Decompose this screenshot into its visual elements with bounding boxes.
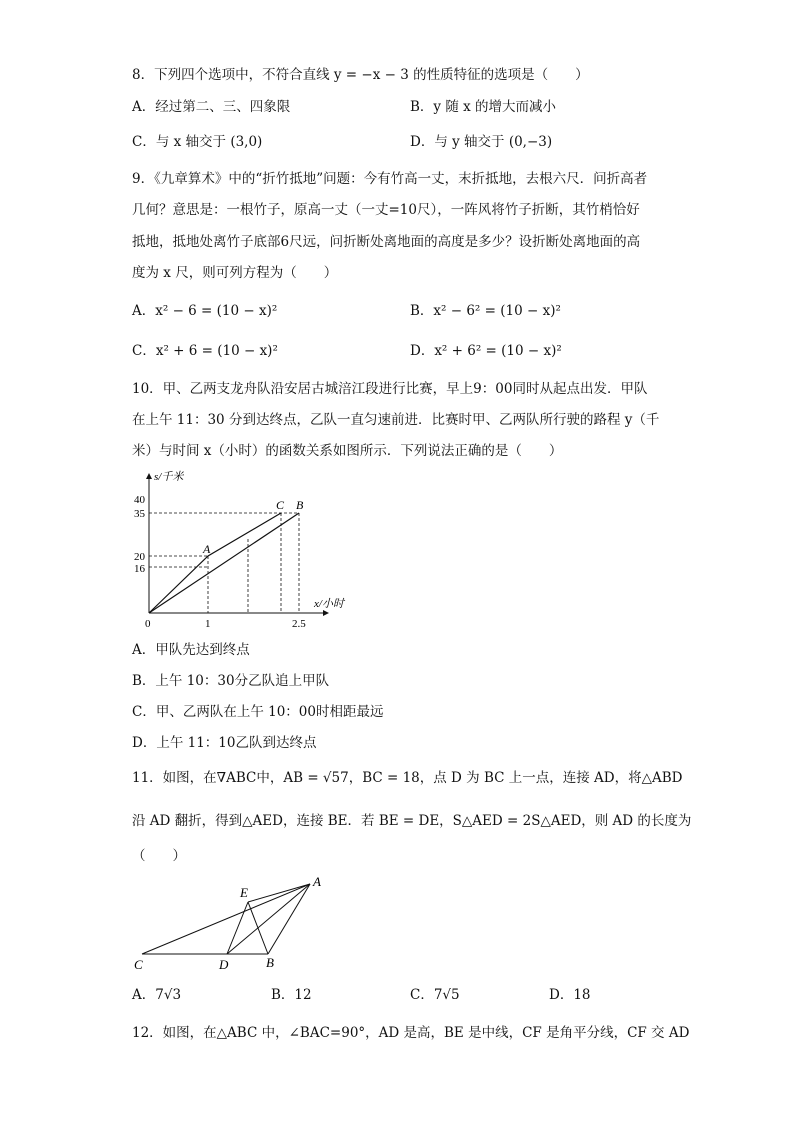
point-a-label: A bbox=[203, 542, 211, 556]
ytick-35: 35 bbox=[134, 508, 145, 520]
vertex-d-label: D bbox=[219, 957, 229, 972]
point-c-label: C bbox=[276, 498, 285, 512]
q9-line-2: 几何？意思是：一根竹子，原高一丈（一丈=10尺），一阵风将竹子折断，其竹梢恰好 bbox=[132, 202, 640, 218]
q10-distance-time-graph bbox=[128, 468, 368, 636]
q8-option-c: C．与 x 轴交于 (3,0) bbox=[132, 134, 263, 150]
xtick-2-5: 2.5 bbox=[292, 618, 306, 630]
q10-line-1: 10．甲、乙两支龙舟队沿安居古城涪江段进行比赛，早上9：00同时从起点出发．甲队 bbox=[132, 381, 648, 397]
q9-option-d: D．x² + 6² = (10 − x)² bbox=[410, 343, 562, 359]
q8-option-a: A．经过第二、三、四象限 bbox=[132, 99, 291, 115]
ytick-16: 16 bbox=[134, 563, 145, 575]
vertex-e-label: E bbox=[240, 885, 248, 900]
q11-option-d: D．18 bbox=[549, 987, 591, 1003]
q9-line-3: 抵地，抵地处离竹子底部6尺远，问折断处离地面的高度是多少？设折断处离地面的高 bbox=[132, 234, 641, 250]
q10-line-3: 米）与时间 x（小时）的函数关系如图所示．下列说法正确的是（ ） bbox=[132, 443, 563, 459]
q11-line-2: 沿 AD 翻折，得到△AED，连接 BE．若 BE = DE，S△AED = 2S△AED，则 AD 的长度为 bbox=[132, 813, 692, 829]
q9-line-1: 9．《九章算术》中的“折竹抵地”问题：今有竹高一丈，末折抵地，去根六尺．问折高者 bbox=[132, 171, 648, 187]
q11-option-b: B．12 bbox=[271, 987, 312, 1003]
ytick-20: 20 bbox=[134, 551, 145, 563]
q10-option-a: A．甲队先达到终点 bbox=[132, 642, 250, 658]
ytick-40: 40 bbox=[134, 494, 145, 506]
segment-eb bbox=[248, 902, 268, 954]
q10-line-2: 在上午 11：30 分到达终点，乙队一直匀速前进．比赛时甲、乙两队所行驶的路程 y（千 bbox=[132, 412, 660, 428]
q8-stem: 8．下列四个选项中，不符合直线 y = −x − 3 的性质特征的选项是（ ） bbox=[132, 67, 589, 83]
q9-option-a: A．x² − 6 = (10 − x)² bbox=[132, 303, 278, 319]
x-axis-label: x/小时 bbox=[314, 598, 344, 610]
y-axis-label: s/千米 bbox=[154, 471, 184, 483]
vertex-c-label: C bbox=[134, 957, 143, 972]
q11-option-a: A．7√3 bbox=[132, 987, 182, 1003]
q9-line-4: 度为 x 尺，则可列方程为（ ） bbox=[132, 265, 338, 281]
q10-option-c: C．甲、乙两队在上午 10：00时相距最远 bbox=[132, 704, 384, 720]
q12-line-1: 12．如图，在△ABC 中，∠BAC=90°，AD 是高，BE 是中线，CF 是角平分线，CF 交 AD bbox=[132, 1025, 690, 1041]
vertex-a-label: A bbox=[313, 874, 321, 889]
q9-option-c: C．x² + 6 = (10 − x)² bbox=[132, 343, 278, 359]
q9-option-b: B．x² − 6² = (10 − x)² bbox=[410, 303, 561, 319]
team-yi-line bbox=[149, 513, 299, 613]
q11-triangle-figure bbox=[130, 872, 340, 974]
segment-ed bbox=[227, 902, 248, 954]
q10-option-d: D．上午 11：10乙队到达终点 bbox=[132, 735, 317, 751]
q8-option-d: D．与 y 轴交于 (0,−3) bbox=[410, 134, 553, 150]
q11-line-3: （ ） bbox=[132, 848, 186, 864]
origin-label: 0 bbox=[145, 618, 151, 630]
vertex-b-label: B bbox=[266, 955, 274, 970]
q11-line-1: 11．如图，在∇ABC中，AB = √57，BC = 18，点 D 为 BC 上一点，连接 AD，将△ABD bbox=[132, 770, 683, 786]
team-jia-line bbox=[149, 513, 281, 613]
xtick-1: 1 bbox=[205, 618, 211, 630]
q8-option-b: B．y 随 x 的增大而减小 bbox=[410, 99, 557, 115]
segment-ca bbox=[142, 884, 310, 954]
q11-option-c: C．7√5 bbox=[410, 987, 460, 1003]
q10-option-b: B．上午 10：30分乙队追上甲队 bbox=[132, 673, 330, 689]
point-b-label: B bbox=[296, 498, 304, 512]
